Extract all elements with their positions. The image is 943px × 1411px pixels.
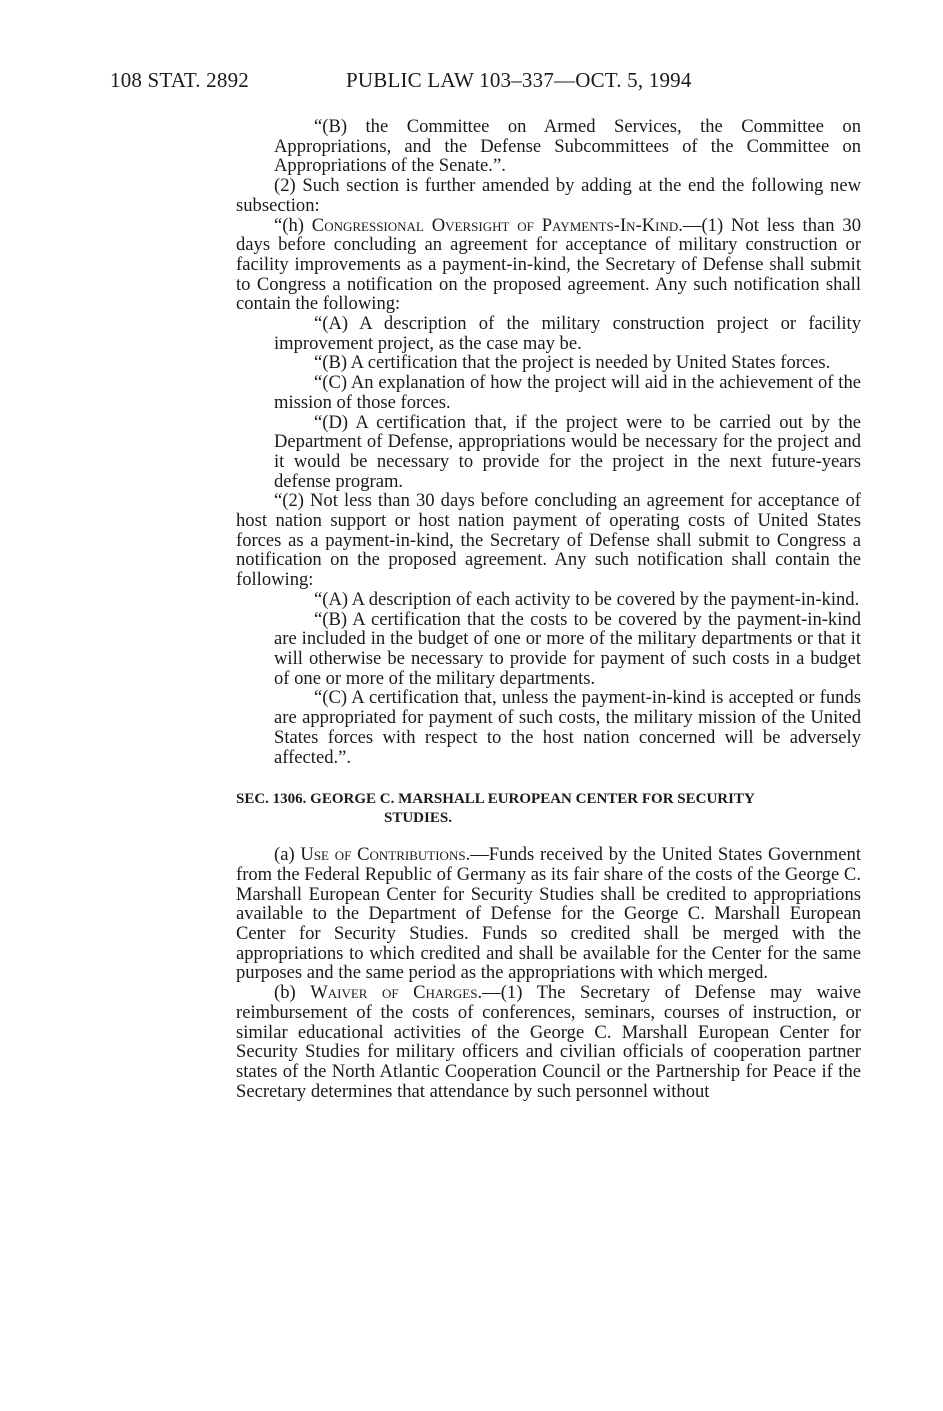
paragraph: “(2) Not less than 30 days before concluding an agreement for acceptance of host nation support or host nation payment of operating costs of United States forces as a payment-in-kind, the Secretary of Defense shall submit to Congress a notification on the proposed agreement. Any such notification shall contain the following: bbox=[236, 490, 861, 591]
public-law-reference: PUBLIC LAW 103–337—OCT. 5, 1994 bbox=[346, 68, 692, 92]
paragraph: “(B) the Committee on Armed Services, the Committee on Appropriations, and the Defense Subcommittees of the Committee on Appropriations of the Senate.”. bbox=[274, 116, 861, 177]
paragraph: “(D) A certification that, if the project were to be carried out by the Department of Defense, appropriations would be necessary for the project and it would be necessary to provide for the project in the next future-years defense program. bbox=[274, 411, 861, 492]
paragraph bbox=[236, 983, 861, 1101]
paragraph-text: .—Funds received by the United States Government from the Federal Republic of Germany as its fair share of the costs of the George C. Marshall European Center for Security Studies shall be credited to appropriations available to the Department of Defense for the George C. Marshall European Center for Security Studies. Funds so credited shall be merged with the appropriations to which credited and shall be available for the Center for the same purposes and the same period as the appropriations with which merged. bbox=[236, 844, 861, 984]
statute-page-reference: 108 STAT. 2892 bbox=[110, 68, 249, 92]
subsection-caption: Waiver of Charges bbox=[310, 982, 478, 1004]
section-heading-line-2: STUDIES. bbox=[384, 810, 452, 827]
section-heading bbox=[236, 790, 861, 828]
paragraph: “(C) A certification that, unless the payment-in-kind is accepted or funds are appropriated for payment of such costs, the military mission of the United States forces with respect to the host nation concerned will be adversely affected.”. bbox=[274, 687, 861, 768]
paragraph-label: “(h) bbox=[274, 214, 312, 236]
paragraph-text: .—(1) The Secretary of Defense may waive reimbursement of the costs of conferences, seminars, courses of instruction, or similar educational activities of the George C. Marshall European Center for Security Studies for military officers and civilian officials of cooperation partner states of the North Atlantic Cooperation Council or the Partnership for Peace if the Secretary determines that attendance by such personnel without bbox=[236, 982, 861, 1102]
paragraph: “(C) An explanation of how the project will aid in the achievement of the mission of those forces. bbox=[274, 372, 861, 413]
paragraph: “(A) A description of each activity to be covered by the payment-in-kind. bbox=[314, 588, 860, 610]
paragraph: “(B) A certification that the project is needed by United States forces. bbox=[314, 352, 831, 374]
paragraph: “(B) A certification that the costs to be covered by the payment-in-kind are included in the budget of one or more of the military departments or that it will otherwise be necessary to provide for payment of such costs in a budget of one or more of the military departments. bbox=[274, 608, 861, 689]
paragraph bbox=[236, 845, 861, 983]
paragraph: “(A) A description of the military construction project or facility improvement project, as the case may be. bbox=[274, 313, 861, 354]
paragraph-label: (a) bbox=[274, 844, 301, 866]
paragraph bbox=[236, 216, 861, 315]
document-body bbox=[236, 117, 861, 1101]
subsection-caption: Congressional Oversight of Payments-In-Kind bbox=[311, 214, 679, 236]
paragraph-label: (b) bbox=[274, 982, 311, 1004]
section-heading-line-1: SEC. 1306. GEORGE C. MARSHALL EUROPEAN CENTER FOR SECURITY bbox=[236, 791, 755, 808]
paragraph-text: .—(1) Not less than 30 days before concluding an agreement for acceptance of military construction or facility improvements as a payment-in-kind, the Secretary of Defense shall submit to Congress a notification on the proposed agreement. Any such notification shall contain the following: bbox=[236, 214, 861, 315]
subsection-caption: Use of Contributions bbox=[300, 844, 466, 866]
paragraph: (2) Such section is further amended by adding at the end the following new subsection: bbox=[236, 175, 861, 216]
